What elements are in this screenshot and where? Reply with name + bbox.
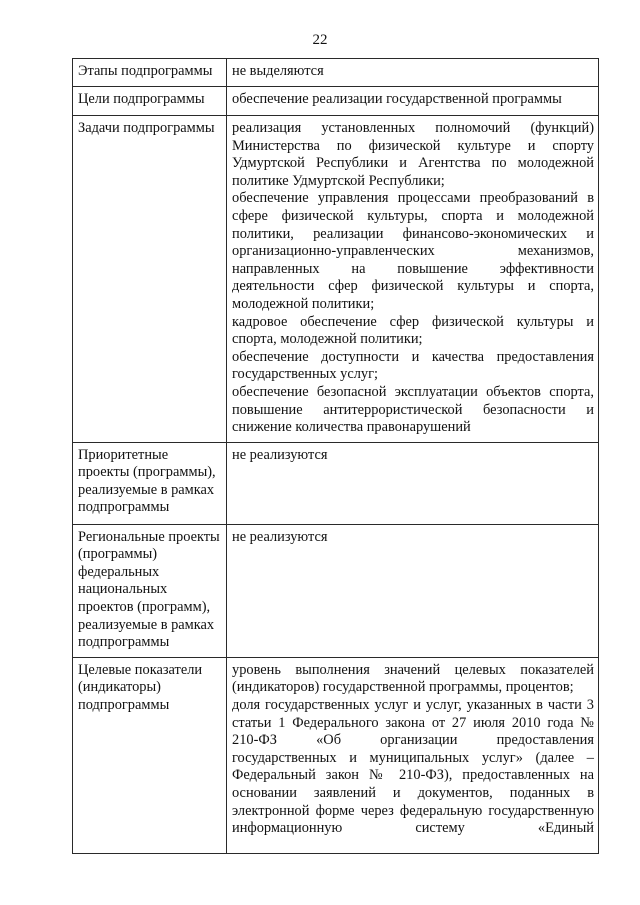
row-value xyxy=(227,442,599,524)
row-value xyxy=(227,87,599,116)
task-item: обеспечение управления процессами преобразований в сфере физической культуры, спорта и молодежной политики, реализации финансово-экономических и организационно-управленческих механизмов, направленных на повышение эффективности деятельности сфер физической культуры и спорта, молодежной политики; xyxy=(232,190,594,312)
task-item: кадровое обеспечение сфер физической культуры и спорта, молодежной политики; xyxy=(232,313,594,348)
row-label: Целевые показатели (индикаторы) подпрограммы xyxy=(73,657,227,853)
row-label: Цели подпрограммы xyxy=(73,87,227,116)
table-row-target-indicators xyxy=(73,657,599,853)
task-item: реализация установленных полномочий (функций) Министерства по физической культуре и спорту Удмуртской Республики и Агентства по молодежной политике Удмуртской Республики; xyxy=(232,120,594,189)
row-value-text: не реализуются xyxy=(232,446,328,463)
row-label: Этапы подпрограммы xyxy=(73,59,227,87)
indicator-item: уровень выполнения значений целевых показателей (индикаторов) государственной программы, процентов; xyxy=(232,661,594,696)
table-row-tasks xyxy=(73,116,599,443)
table-row-stages xyxy=(73,59,599,87)
task-item: обеспечение доступности и качества предоставления государственных услуг; xyxy=(232,348,594,383)
row-label: Региональные проекты (программы) федеральных национальных проектов (программ), реализуемые в рамках подпрограммы xyxy=(73,524,227,657)
row-value xyxy=(227,657,599,853)
row-label: Приоритетные проекты (программы), реализуемые в рамках подпрограммы xyxy=(73,442,227,524)
row-value xyxy=(227,524,599,657)
table-row-regional-projects xyxy=(73,524,599,657)
row-value-text: не выделяются xyxy=(232,63,324,79)
row-value-text: не реализуются xyxy=(232,528,328,545)
row-label: Задачи подпрограммы xyxy=(73,116,227,443)
page-number: 22 xyxy=(312,32,328,48)
table-row-priority-projects xyxy=(73,442,599,524)
subprogram-passport-table xyxy=(72,58,599,854)
indicator-item: доля государственных услуг и услуг, указанных в части 3 статьи 1 Федерального закона от 27 июля 2010 года № 210-ФЗ «Об организации предоставления государственных и муниципальных услуг» (далее – Федеральный закон № 210-ФЗ), предоставленных на основании заявлений и документов, поданных в электронной форме через федеральную государственную информационную систему «Единый xyxy=(232,697,594,837)
task-item: обеспечение безопасной эксплуатации объектов спорта, повышение антитеррористической безопасности и снижение количества правонарушений xyxy=(232,383,594,436)
row-value-text: обеспечение реализации государственной программы xyxy=(232,91,562,107)
row-value xyxy=(227,116,599,443)
row-value xyxy=(227,59,599,87)
table-row-goals xyxy=(73,87,599,116)
